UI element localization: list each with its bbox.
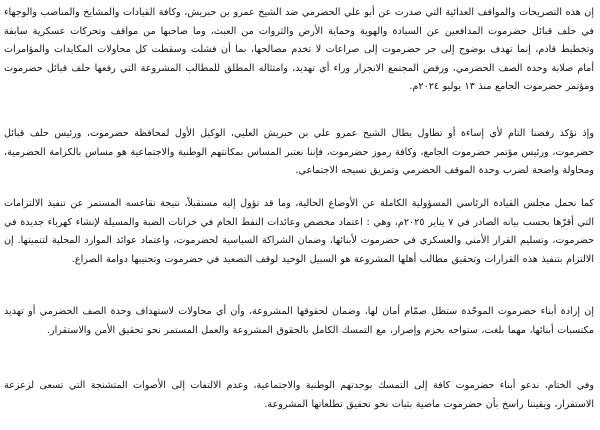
paragraph-2: وإذ نؤكد رفضنا التام لأي إساءة أو تطاول يطال الشيخ عمرو علي بن حبريش العليي، الوكيل الأول لمحافظة حضرموت، ورئيس حلف قبائل حضرموت، ورئيس مؤتمر حضرموت الجامع، وكافة رموز حضرموت، فإننا نعتبر المساس بمكانتهم الوطنية والاجتماعية هو مساس بالكرامة الحضرمية، ومحاولة واضحة لضرب وحدة الموقف الحضرمي وتمزيق نسيجه الاجتماعي. (4, 128, 594, 177)
paragraph-1: إن هذه التصريحات والمواقف العدائية التي صدرت عن أبو علي الحضرمي ضد الشيخ عمرو بن حبريش، وكافة القيادات والمشايخ والمناصب والوجهاء في حلف قبائل حضرموت المدافعين عن السيادة والهوية وحماية الأرض والثروات من العبث، وما صاحبها من مواقف وتحركات عسكرية سابقة وتخطيط قادم، إنما تهدف بوضوح إلى جر حضرموت إلى صراعات لا تخدم مصالحها، بما أن فشلت وسقطت كل محاولات المكايدات والمؤامرات أمام صلابة وحدة الصف الحضرمي، ورفض المجتمع الانجرار وراء أي تهديد، وامتثاله المطلق للمطالب المشروعة التي رفعها حلف قبائل حضرموت ومؤتمر حضرموت الجامع منذ ١٣ يوليو ٢٠٢٤م. (4, 7, 594, 93)
paragraph-3: كما نحمل مجلس القيادة الرئاسي المسؤولية الكاملة عن الأوضاع الحالية، وما قد تؤول إليه مستقبلاً، نتيجة تقاعسه المستمر عن تنفيذ الالتزامات التي أقرّها بحسب بيانه الصادر في ٧ يناير ٢٠٢٥م، وهي : اعتماد مخصص وعائدات النفط الخام في خزانات الضبة والمسيلة لإنشاء كهرباء جديدة في حضرموت، وتسليم القرار الأمني والعسكري في حضرموت لأبنائها، وضمان الشراكة السياسية لحضرموت، واعتماد عوائد الموارد المحلية لتنميتها. إن الالتزام بتنفيذ هذه القرارات وتحقيق مطالب أهلها المشروعة هو السبيل الوحيد لوقف التصعيد في حضرموت وتجنيبها دوامة الصراع. (4, 198, 594, 265)
paragraph-4: إن إرادة أبناء حضرموت الموحّدة ستظل صمّام أمان لها، وضمان لحقوقها المشروعة، وأن أي محاولات لاستهداف وحدة الصف الحضرمي أو تهديد مكتسبات أبنائها، مهما بلغت، ستواجه بحزم وإصرار، مع التمسك الكامل بالحقوق المشروعة والعمل المستمر نحو تحقيق الأمن والاستقرار. (4, 306, 594, 336)
paragraph-5: وفي الختام، ندعو أبناء حضرموت كافة إلى التمسك بوحدتهم الوطنية والاجتماعية، وعدم الالتفات إلى الأصوات المتشنجة التي تسعى لزعزعة الاستقرار، ويقيننا راسخ بأن حضرموت ماضية بثبات نحو تحقيق تطلعاتها المشروعة. (4, 380, 594, 410)
